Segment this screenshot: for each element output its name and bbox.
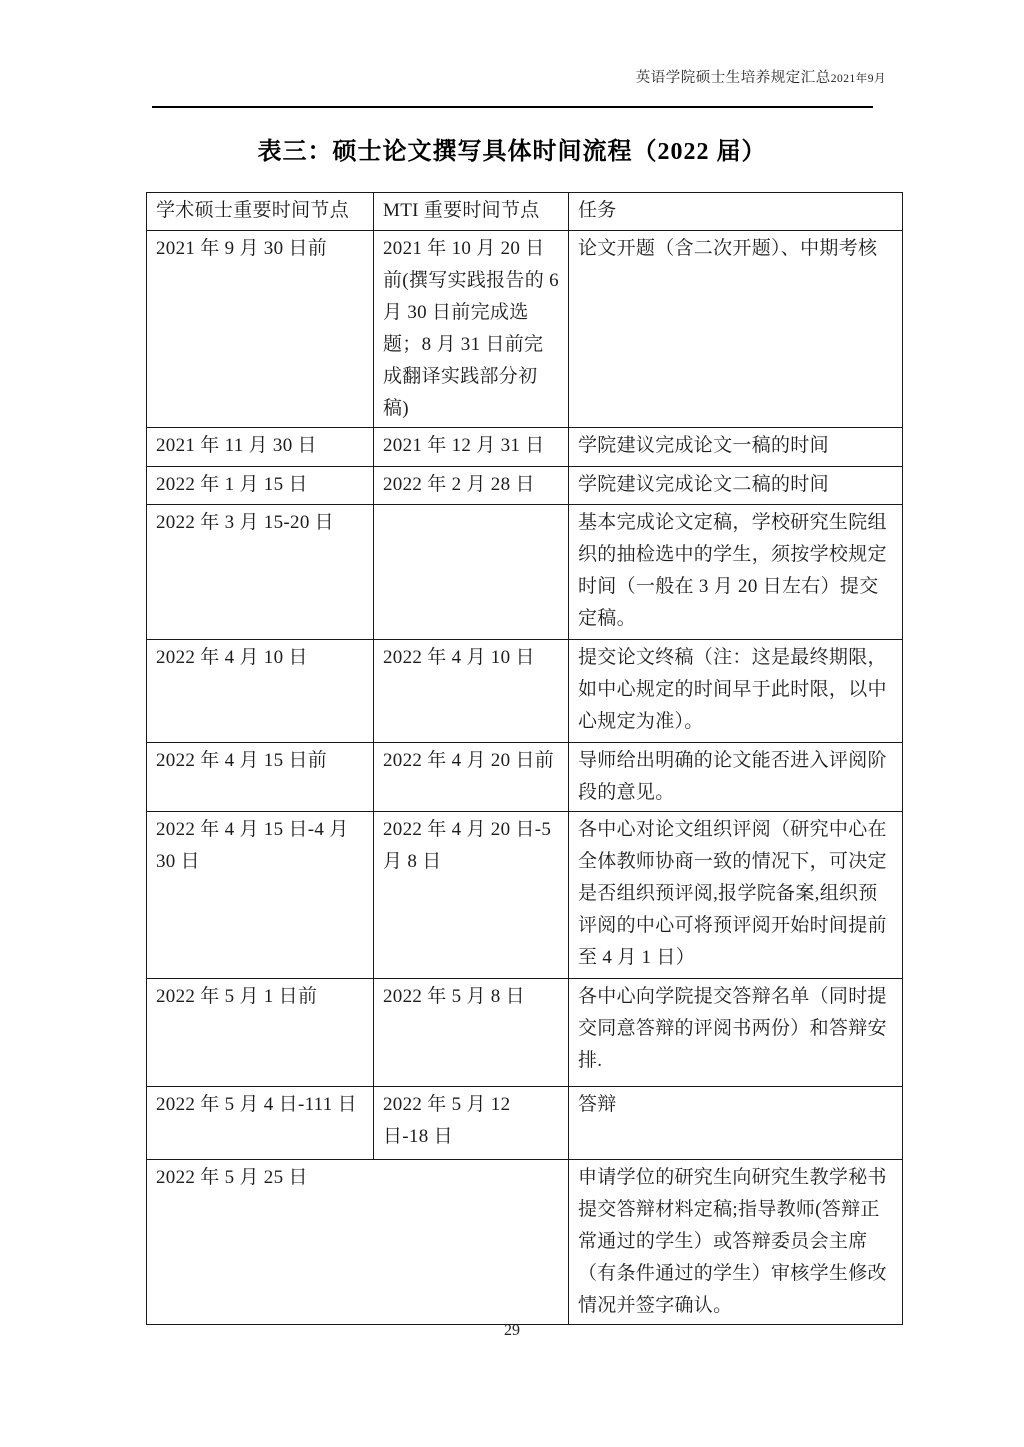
table-row [147, 812, 903, 979]
table-row [147, 1087, 903, 1160]
cell-task: 导师给出明确的论文能否进入评阅阶段的意见。 [569, 743, 903, 812]
cell-mti-date [374, 505, 569, 640]
cell-task: 基本完成论文定稿，学校研究生院组织的抽检选中的学生，须按学校规定时间（一般在 3 月 20 日左右）提交定稿。 [569, 505, 903, 640]
cell-mti-date: 2021 年 12 月 31 日 [374, 428, 569, 467]
table-row [147, 428, 903, 467]
column-header-task: 任务 [569, 193, 903, 231]
table-row [147, 231, 903, 428]
cell-task: 各中心向学院提交答辩名单（同时提交同意答辩的评阅书两份）和答辩安排. [569, 979, 903, 1087]
cell-academic-date: 2022 年 1 月 15 日 [147, 467, 374, 505]
cell-academic-date: 2022 年 5 月 4 日-111 日 [147, 1087, 374, 1160]
cell-mti-date: 2022 年 5 月 12 日-18 日 [374, 1087, 569, 1160]
table-row [147, 505, 903, 640]
table-row [147, 640, 903, 743]
header-divider-rule [152, 106, 873, 108]
running-header-text: 英语学院硕士生培养规定汇总 [635, 70, 831, 86]
cell-academic-date: 2022 年 5 月 1 日前 [147, 979, 374, 1087]
cell-task: 各中心对论文组织评阅（研究中心在全体教师协商一致的情况下，可决定是否组织预评阅,报学院备案,组织预评阅的中心可将预评阅开始时间提前至 4 月 1 日） [569, 812, 903, 979]
table-row [147, 743, 903, 812]
cell-task: 论文开题（含二次开题）、中期考核 [569, 231, 903, 428]
cell-task: 学院建议完成论文二稿的时间 [569, 467, 903, 505]
cell-academic-date: 2021 年 11 月 30 日 [147, 428, 374, 467]
cell-mti-date: 2022 年 4 月 10 日 [374, 640, 569, 743]
cell-mti-date: 2021 年 10 月 20 日前(撰写实践报告的 6 月 30 日前完成选题；8 月 31 日前完成翻译实践部分初稿) [374, 231, 569, 428]
cell-academic-date: 2021 年 9 月 30 日前 [147, 231, 374, 428]
column-header-mti: MTI 重要时间节点 [374, 193, 569, 231]
cell-academic-date: 2022 年 4 月 15 日前 [147, 743, 374, 812]
cell-merged-date: 2022 年 5 月 25 日 [147, 1160, 569, 1325]
cell-mti-date: 2022 年 4 月 20 日前 [374, 743, 569, 812]
table-row [147, 1160, 903, 1325]
cell-mti-date: 2022 年 2 月 28 日 [374, 467, 569, 505]
table-row [147, 979, 903, 1087]
column-header-academic: 学术硕士重要时间节点 [147, 193, 374, 231]
cell-mti-date: 2022 年 5 月 8 日 [374, 979, 569, 1087]
cell-task: 申请学位的研究生向研究生教学秘书提交答辩材料定稿;指导教师(答辩正常通过的学生）或答辩委员会主席（有条件通过的学生）审核学生修改情况并签字确认。 [569, 1160, 903, 1325]
table-header-row [147, 193, 903, 231]
cell-academic-date: 2022 年 3 月 15-20 日 [147, 505, 374, 640]
cell-task: 提交论文终稿（注：这是最终期限，如中心规定的时间早于此时限，以中心规定为准）。 [569, 640, 903, 743]
thesis-timeline-table [146, 192, 903, 1325]
running-header [0, 66, 886, 87]
cell-task: 学院建议完成论文一稿的时间 [569, 428, 903, 467]
cell-mti-date: 2022 年 4 月 20 日-5 月 8 日 [374, 812, 569, 979]
cell-academic-date: 2022 年 4 月 15 日-4 月 30 日 [147, 812, 374, 979]
cell-academic-date: 2022 年 4 月 10 日 [147, 640, 374, 743]
page-number: 29 [504, 1322, 520, 1339]
table-row [147, 467, 903, 505]
page-title: 表三：硕士论文撰写具体时间流程（2022 届） [257, 139, 767, 165]
running-header-date: 2021年9月 [830, 73, 886, 85]
cell-task: 答辩 [569, 1087, 903, 1160]
